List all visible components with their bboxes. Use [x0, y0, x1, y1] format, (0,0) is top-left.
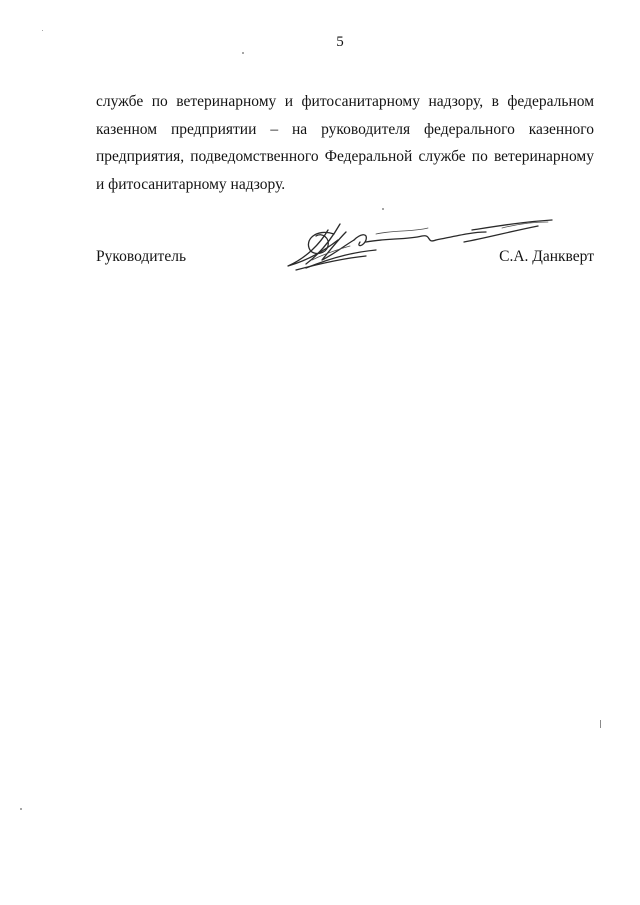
signatory-title: Руководитель	[96, 248, 187, 265]
scan-speck	[20, 808, 22, 810]
scan-speck	[42, 30, 43, 31]
paragraph-line: казенном предприятии – на руководителя федерального казенного	[96, 120, 594, 138]
page-number: 5	[336, 34, 344, 50]
paragraph-line: службе по ветеринарному и фитосанитарному надзору, в федеральном	[96, 93, 594, 110]
paragraph-line: предприятия, подведомственного Федеральной службе по ветеринарному	[96, 148, 594, 165]
paragraph-line: и фитосанитарному надзору.	[96, 175, 286, 193]
signature-block	[96, 244, 594, 274]
signatory-name: С.А. Данкверт	[499, 248, 594, 265]
body-paragraph	[96, 88, 594, 198]
scan-speck	[600, 720, 601, 728]
scan-speck	[382, 208, 384, 210]
scan-speck	[242, 52, 244, 54]
